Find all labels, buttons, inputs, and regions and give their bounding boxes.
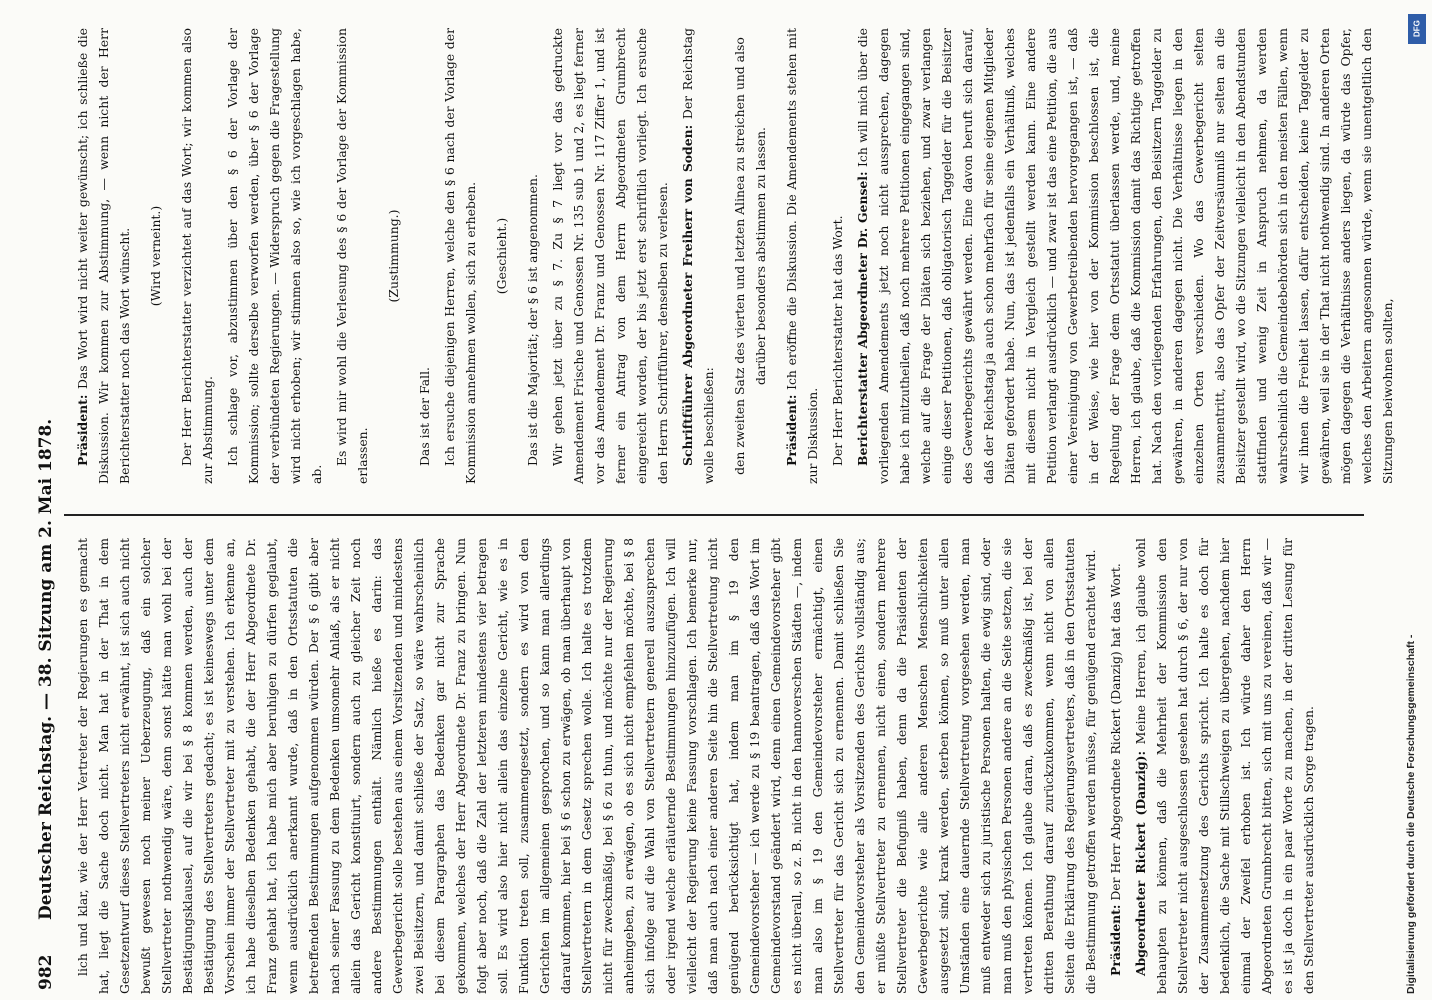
speech-text: Der Reichstag wolle beschließen:	[680, 28, 716, 484]
left-column	[72, 538, 1362, 994]
speaker-name: Abgeordneter Rickert (Danzig):	[1133, 750, 1148, 976]
stage-direction: (Geschieht.)	[494, 217, 509, 295]
speech-text: Meine Herren, ich glaube wohl behaupten zu können, daß die Mehrheit der Kommission den Stellvertreter nicht ausgeschlossen gesehen hat durch § 6, der nur von der Zusammensetzung des Gerichts spricht. Ich halte es doch für bedenklich, die Sache mit Stillschweigen zu übergehen, nachdem hier einmal der Zweifel erhoben ist. Ich würde daher den Herrn Abgeordneten Grumbrecht bitten, sich mit uns zu vereinen, daß wir — es ist ja doch in ein paar Worte zu machen, in der dritten Lesung für den Stellvertreter ausdrücklich Sorge tragen.	[1133, 538, 1316, 994]
text-paragraph: Das ist der Fall.	[417, 367, 432, 466]
text-paragraph: Es wird mir wohl die Verlesung des § 6 der Vorlage der Kommission erlassen.	[334, 28, 370, 484]
speech-paragraph	[1105, 538, 1126, 994]
text-paragraph: Ich ersuche diejenigen Herren, welche den § 6 nach der Vorlage der Kommission annehmen wollen, sich zu erheben.	[442, 28, 478, 484]
speech-paragraph	[852, 28, 1398, 484]
speech-paragraph	[72, 28, 135, 484]
speaker-name: Schriftführer Abgeordneter Freiherr von Soden:	[680, 124, 695, 466]
digitization-credit	[1405, 14, 1427, 994]
speech-text: Ich eröffne die Diskussion. Die Amendements stehen mit zur Diskussion.	[784, 28, 820, 484]
rotated-newspaper-page	[10, 20, 1405, 1000]
text-paragraph: lich und klar, wie der Herr Vertreter der Regierungen es gemacht hat, liegt die Sache doch nicht. Man hat in der That in dem Gesetzentwurf dieses Stellvertreters nicht erwähnt, ist sich auch nicht bewußt gewesen noch meiner Ueberzeugung, daß ein solcher Stellvertreter nothwendig wäre, denn sonst hätte man wohl bei der Bestätigungsklausel, auf die wir bei § 8 kommen werden, auch der Bestätigung des Stellvertreters gedacht; es ist keineswegs unter dem Vorschein immer der Stellvertreter mit zu verstehen. Ich erkenne an, ich habe dieselben Bedenken gehabt, die der Herr Abgeordnete Dr. Franz gehabt hat, ich habe mich aber beruhigen zu dürfen geglaubt, wenn ausdrücklich anerkannt wurde, daß in den Ortsstatuten die betreffenden Bestimmungen aufgenommen würden. Der § 6 gibt aber nach seiner Fassung zu dem Bedenken umsomehr Anlaß, als er nicht allein das Gericht konstituirt, sondern auch zu gleicher Zeit noch andere Bestimmungen enthält. Nämlich hieße es darin: das Gewerbegericht solle bestehen aus einem Vorsitzenden und mindestens zwei Beisitzern, und damit schließe der Satz, so wäre wahrscheinlich bei diesem Paragraphen das Bedenken gar nicht zur Sprache gekommen, welches der Herr Abgeordnete Dr. Franz zu bringen. Nun folgt aber noch, daß die Zahl der letzteren mindestens vier betragen soll. Es wird also hier nicht allein das einzelne Gericht, wie es in Funktion treten soll, zusammengesetzt, sondern es wird von den Gerichten im allgemeinen gesprochen, und so kann man allerdings darauf kommen, hier bei § 6 schon zu erwägen, ob man überhaupt von Stellvertretern in dem Gesetz sprechen wolle. Ich halte es trotzdem nicht für zweckmäßig, bei § 6 zu thun, und möchte nur der Regierung anheimgeben, zu erwägen, ob es sich nicht empfehlen möchte, bei § 8 sich infolge auf die Wahl von Stellvertretern generell auszusprechen oder irgend welche erläuternde Bestimmungen hinzuzufügen. Ich will vielleicht der Regierung keine Fassung vorschlagen. Ich bemerke nur, daß man auch nach einer anderen Seite hin die Stellvertretung nicht genügend berücksichtigt hat, indem man im § 19 den Gemeindevorsteher — ich werde zu § 19 beantragen, daß das Wort im Gemeindevorstand geändert wird, denn einen Gemeindevorsteher gibt es nicht überall, so z. B. nicht in den hannoverschen Städten —, indem man also im § 19 den Gemeindevorsteher ermächtigt, einen Stellvertreter für das Gericht sich zu ernennen. Damit schließen Sie den Gemeindevorsteher als Vorsitzenden des Gerichts vollständig aus; er müßte Stellvertreter zu ernennen, nicht einen, sondern mehrere Stellvertreter die Befugniß haben, denn da die Präsidenten der Gewerbegerichte wie alle anderen Menschen Menschlichkeiten ausgesetzt sind, krank werden, sterben können, so muß unter allen Umständen eine dauernde Stellvertretung vorgesehen werden, man muß entweder sich zu juristische Personen halten, die ewig sind, oder man muß den physischen Personen andere an die Seite setzen, die sie vertreten können. Ich glaube daran, daß es zweckmäßig ist, bei der dritten Berathung darauf zurückzukommen, wenn nicht von allen Seiten die Erklärung des Regierungsvertreters, daß in den Ortsstatuten die Bestimmung getroffen werden müsse, für genügend erachtet wird.	[75, 538, 1098, 994]
dfg-logo: DFG	[1408, 14, 1426, 44]
speaker-name: Präsident:	[75, 394, 90, 466]
speech-text: Das Wort wird nicht weiter gewünscht; ich schließe die Diskussion. Wir kommen zur Abstimmung, — wenn nicht der Herr Berichterstatter noch das Wort wünscht.	[75, 28, 132, 484]
stage-direction: den zweiten Satz des vierten und letzten Alinea zu streichen und also darüber besonders abstimmen zu lassen.	[732, 37, 768, 475]
credit-text: Digitalisierung gefördert durch die Deutsche Forschungsgemeinschaft -	[1405, 634, 1417, 994]
page-header	[30, 20, 64, 1000]
text-paragraph: Das ist die Majorität; der § 6 ist angenommen.	[525, 174, 540, 466]
text-paragraph: Wir gehen jetzt über zu § 7. Zu § 7 liegt vor das gedruckte Amendement Frische und Genossen Nr. 135 sub 1 und 2, es liegt ferner vor das Amendement Dr. Franz und Genossen Nr. 117 Ziffer 1, und ist ferner ein Antrag von dem Herrn Abgeordneten Grumbrecht eingereicht worden, der bis jetzt erst schriftlich vorliegt. Ich ersuche den Herrn Schriftführer, denselben zu verlesen.	[550, 28, 670, 484]
text-paragraph: Ich schlage vor, abzustimmen über den § 6 der Vorlage der Kommission; sollte derselbe verworfen werden, über § 6 der Vorlage der verbündeten Regierungen. — Widerspruch gegen die Fragestellung wird nicht erhoben; wir stimmen also so, wie ich vorgeschlagen habe, ab.	[225, 28, 324, 484]
stage-direction: (Zustimmung.)	[386, 209, 401, 303]
speaker-name: Berichterstatter Abgeordneter Dr. Gensel:	[855, 171, 870, 466]
speech-text: Ich will mich über die vorliegenden Amendements jetzt noch nicht aussprechen, dagegen habe ich mitzutheilen, daß noch mehrere Petitionen eingegangen sind, welche auf die Frage der Diäten sich beziehen, und zwar verlangen einige dieser Petitionen, daß obligatorisch Taggelder für die Beisitzer des Gewerbegerichts gewährt werden. Eine davon beruft sich darauf, daß der Reichstag ja auch schon mehrfach für seine eigenen Mitglieder Diäten gefordert habe. Nun, das ist jedenfalls ein Verhältniß, welches mit diesem nicht in Vergleich gestellt werden kann. Eine andere Petition verlangt ausdrücklich — und zwar ist das eine Petition, die aus einer Vereinigung von Gewerbetreibenden hervorgegangen ist, — daß in der Weise, wie hier von der Kommission beschlossen ist, die Regelung der Frage dem Ortsstatut überlassen werde, und, meine Herren, ich glaube, daß die Kommission damit das Richtige getroffen hat. Nach den vorliegenden Erfahrungen, den Beisitzern Taggelder zu gewähren, in anderen dagegen nicht. Die Verhältnisse liegen in den einzelnen Orten verschieden. Wo das Gewerbegericht selten zusammentritt, also das Opfer der Zeitversäumniß nur selten an die Beisitzer gestellt wird, wo die Sitzungen vielleicht in den Abendstunden stattfinden und wenig Zeit in Anspruch nehmen, da werden wahrscheinlich die Gemeindebehörden sich in den meisten Fällen, wenn wir ihnen die Freiheit lassen, dafür entscheiden, keine Taggelder zu gewähren, weil sie in der That nicht nothwendig sind. In anderen Orten mögen dagegen die Verhältnisse anders liegen, da würde das Opfer, welches den Arbeitern angesonnen würde, wenn sie unentgeltlich den Sitzungen beiwohnen sollten,	[855, 28, 1395, 484]
speech-text: Der Herr Abgeordnete Rickert (Danzig) hat das Wort.	[1108, 563, 1123, 901]
speech-paragraph	[781, 28, 823, 484]
speaker-name: Präsident:	[1108, 904, 1123, 976]
speaker-name: Präsident:	[784, 394, 799, 466]
session-title: Deutscher Reichstag. — 38. Sitzung am 2. Mai 1878.	[36, 418, 56, 920]
text-paragraph: Der Herr Berichterstatter hat das Wort.	[830, 215, 845, 466]
speech-paragraph	[677, 28, 719, 484]
speech-paragraph	[1130, 538, 1319, 994]
page-number: 982	[36, 954, 56, 990]
text-paragraph: Der Herr Berichterstatter verzichtet auf das Wort; wir kommen also zur Abstimmung.	[179, 28, 215, 484]
column-divider	[64, 514, 1364, 516]
stage-direction: (Wird verneint.)	[148, 205, 163, 307]
right-column	[72, 28, 1395, 484]
